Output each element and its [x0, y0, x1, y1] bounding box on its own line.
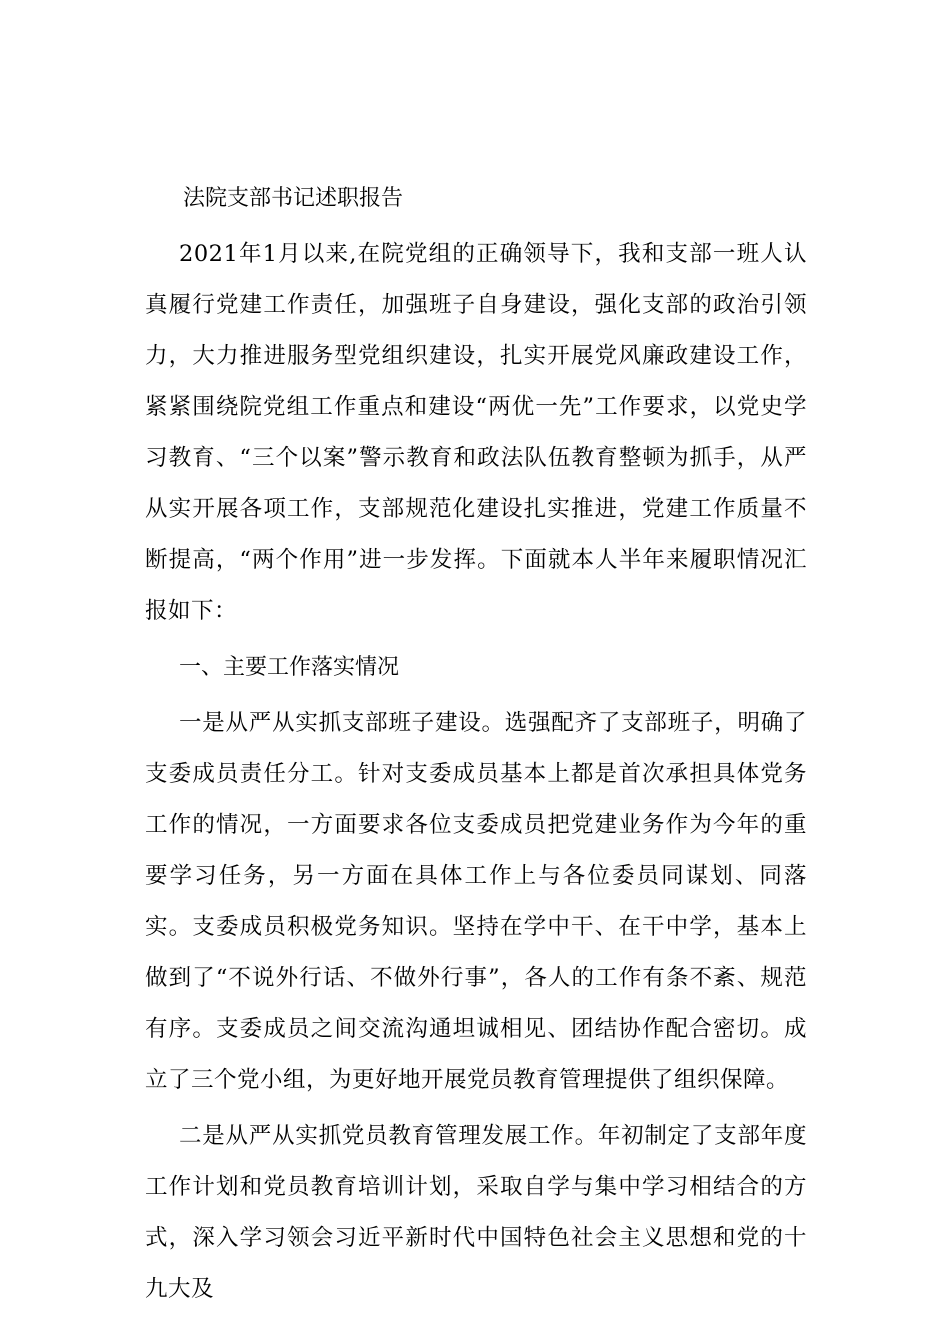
- paragraph-team-building: 一是从严从实抓支部班子建设。选强配齐了支部班子，明确了支委成员责任分工。针对支委成员基本上都是首次承担具体党务工作的情况，一方面要求各位支委成员把党建业务作为今年的重要学习任务，另一方面在具体工作上与各位委员同谋划、同落实。支委成员积极党务知识。坚持在学中干、在干中学，基本上做到了“不说外行话、不做外行事”，各人的工作有条不紊、规范有序。支委成员之间交流沟通坦诚相见、团结协作配合密切。成立了三个党小组，为更好地开展党员教育管理提供了组织保障。: [145, 710, 807, 1093]
- document-title: 法院支部书记述职报告: [183, 186, 404, 211]
- section-heading-main-work: 一、主要工作落实情况: [179, 655, 400, 680]
- intro-paragraph: 2021年1月以来,在院党组的正确领导下，我和支部一班人认真履行党建工作责任，加强班子自身建设，强化支部的政治引领力，大力推进服务型党组织建设，扎实开展党风廉政建设工作，紧紧围绕院党组工作重点和建设“两优一先”工作要求，以党史学习教育、“三个以案”警示教育和政法队伍教育整顿为抓手，从严从实开展各项工作，支部规范化建设扎实推进，党建工作质量不断提高，“两个作用”进一步发挥。下面就本人半年来履职情况汇报如下：: [145, 241, 807, 624]
- document-body: [145, 173, 807, 1315]
- paragraph-member-education: 二是从严从实抓党员教育管理发展工作。年初制定了支部年度工作计划和党员教育培训计划，采取自学与集中学习相结合的方式，深入学习领会习近平新时代中国特色社会主义思想和党的十九大及: [145, 1123, 807, 1302]
